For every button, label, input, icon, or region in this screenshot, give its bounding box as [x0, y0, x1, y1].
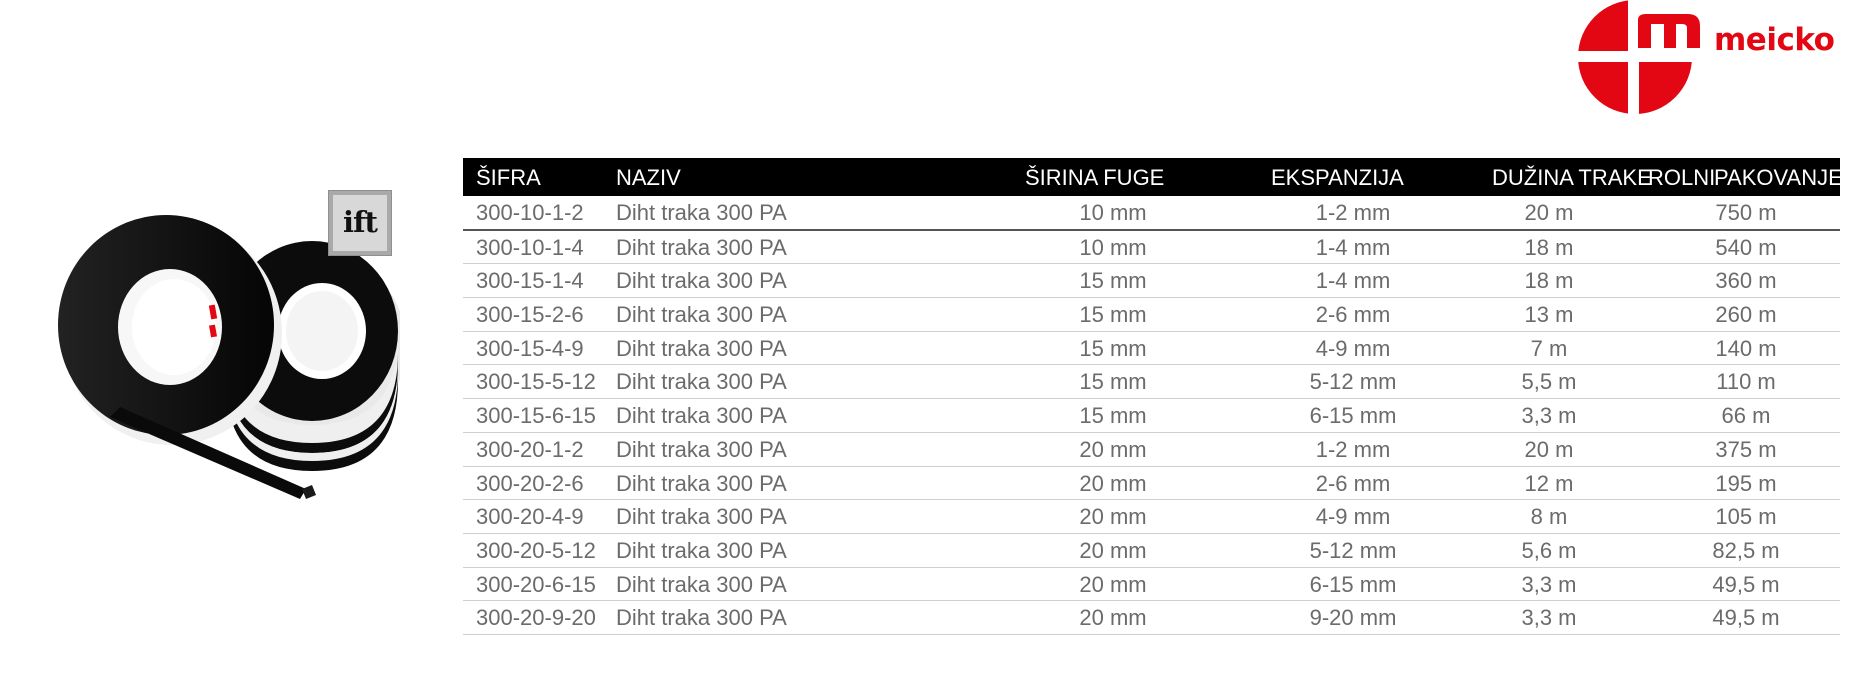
cell-width: 20 mm [1079, 537, 1147, 563]
cell-code: 300-20-6-15 [476, 571, 596, 597]
cell-code: 300-10-1-2 [476, 200, 584, 225]
cell-name: Diht traka 300 PA [616, 571, 787, 597]
cell-code: 300-15-2-6 [476, 302, 584, 328]
table-row [463, 534, 1840, 568]
cell-expansion: 1-2 mm [1315, 436, 1391, 462]
cell-packaging: 66 m [1721, 403, 1771, 429]
cell-name: Diht traka 300 PA [616, 470, 787, 496]
cell-expansion: 5-12 mm [1309, 369, 1397, 395]
cell-name: Diht traka 300 PA [616, 403, 787, 429]
cell-length: 20 m [1524, 436, 1574, 462]
cell-name: Diht traka 300 PA [616, 504, 787, 530]
cell-packaging: 540 m [1715, 234, 1777, 260]
header-rolls: ROLNI [1648, 165, 1716, 190]
table-row [463, 433, 1840, 467]
cell-width: 10 mm [1079, 200, 1147, 225]
cell-code: 300-15-1-4 [476, 268, 584, 294]
cell-packaging: 750 m [1715, 200, 1777, 225]
table-row [463, 399, 1840, 433]
cell-length: 18 m [1524, 268, 1574, 294]
cell-packaging: 49,5 m [1712, 571, 1780, 597]
cell-name: Diht traka 300 PA [616, 369, 787, 395]
cell-name: Diht traka 300 PA [616, 605, 787, 631]
cell-packaging: 140 m [1715, 335, 1777, 361]
table-row [463, 568, 1840, 602]
cell-width: 20 mm [1079, 436, 1147, 462]
ift-certification-badge [328, 190, 392, 256]
cell-length: 3,3 m [1521, 403, 1577, 429]
table-row [463, 332, 1840, 366]
cell-expansion: 4-9 mm [1315, 335, 1391, 361]
brand-logo [1578, 0, 1858, 118]
cell-packaging: 260 m [1715, 302, 1777, 328]
cell-length: 8 m [1530, 504, 1568, 530]
table-row [463, 196, 1840, 231]
table-row [463, 467, 1840, 501]
cell-name: Diht traka 300 PA [616, 436, 787, 462]
cell-length: 5,5 m [1521, 369, 1577, 395]
table-row [463, 231, 1840, 265]
cell-width: 15 mm [1079, 403, 1147, 429]
cell-length: 12 m [1524, 470, 1574, 496]
cell-length: 13 m [1524, 302, 1574, 328]
cell-name: Diht traka 300 PA [616, 200, 787, 225]
cell-code: 300-10-1-4 [476, 234, 584, 260]
cell-width: 15 mm [1079, 268, 1147, 294]
brand-name: meicko [1714, 22, 1835, 58]
product-table [463, 158, 1843, 635]
cell-length: 3,3 m [1521, 571, 1577, 597]
cell-code: 300-15-4-9 [476, 335, 584, 361]
cell-expansion: 1-4 mm [1315, 268, 1391, 294]
cell-packaging: 105 m [1715, 504, 1777, 530]
table-row [463, 365, 1840, 399]
cell-expansion: 5-12 mm [1309, 537, 1397, 563]
cell-code: 300-20-1-2 [476, 436, 584, 462]
table-row [463, 264, 1840, 298]
cell-expansion: 1-4 mm [1315, 234, 1391, 260]
cell-packaging: 82,5 m [1712, 537, 1780, 563]
cell-width: 15 mm [1079, 335, 1147, 361]
cell-width: 15 mm [1079, 369, 1147, 395]
cell-expansion: 6-15 mm [1309, 403, 1397, 429]
cell-length: 5,6 m [1521, 537, 1577, 563]
cell-expansion: 4-9 mm [1315, 504, 1391, 530]
cell-packaging: 195 m [1715, 470, 1777, 496]
table-header [463, 158, 1843, 196]
cell-name: Diht traka 300 PA [616, 302, 787, 328]
cell-packaging: 360 m [1715, 268, 1777, 294]
meicko-logo-icon [1578, 0, 1703, 116]
table-row [463, 298, 1840, 332]
header-name: NAZIV [616, 165, 681, 190]
cell-length: 20 m [1524, 200, 1574, 225]
cell-code: 300-20-9-20 [476, 605, 596, 631]
cell-expansion: 2-6 mm [1315, 470, 1391, 496]
cell-width: 20 mm [1079, 470, 1147, 496]
cell-name: Diht traka 300 PA [616, 234, 787, 260]
header-code: ŠIFRA [476, 165, 541, 190]
cell-width: 10 mm [1079, 234, 1147, 260]
cell-name: Diht traka 300 PA [616, 268, 787, 294]
cell-code: 300-20-2-6 [476, 470, 584, 496]
cell-length: 7 m [1530, 335, 1568, 361]
header-expansion: EKSPANZIJA [1271, 165, 1404, 190]
cell-name: Diht traka 300 PA [616, 537, 787, 563]
cell-length: 18 m [1524, 234, 1574, 260]
cell-packaging: 110 m [1716, 369, 1776, 395]
cell-code: 300-15-6-15 [476, 403, 596, 429]
header-packaging: PAKOVANJE [1714, 165, 1843, 190]
cell-code: 300-20-4-9 [476, 504, 584, 530]
cell-expansion: 6-15 mm [1309, 571, 1397, 597]
table-body [463, 196, 1840, 635]
table-row [463, 500, 1840, 534]
cell-name: Diht traka 300 PA [616, 335, 787, 361]
cell-code: 300-15-5-12 [476, 369, 596, 395]
cell-width: 20 mm [1079, 571, 1147, 597]
cell-expansion: 9-20 mm [1309, 605, 1397, 631]
cell-packaging: 49,5 m [1712, 605, 1780, 631]
header-length: DUŽINA TRAKE [1492, 165, 1652, 190]
badge-text: ift [343, 205, 377, 239]
header-width: ŠIRINA FUGE [1025, 165, 1165, 190]
cell-expansion: 2-6 mm [1315, 302, 1391, 328]
cell-packaging: 375 m [1715, 436, 1777, 462]
table-row [463, 601, 1840, 635]
cell-length: 3,3 m [1521, 605, 1577, 631]
cell-width: 15 mm [1079, 302, 1147, 328]
cell-expansion: 1-2 mm [1315, 200, 1391, 225]
cell-code: 300-20-5-12 [476, 537, 596, 563]
cell-width: 20 mm [1079, 605, 1147, 631]
cell-width: 20 mm [1079, 504, 1147, 530]
